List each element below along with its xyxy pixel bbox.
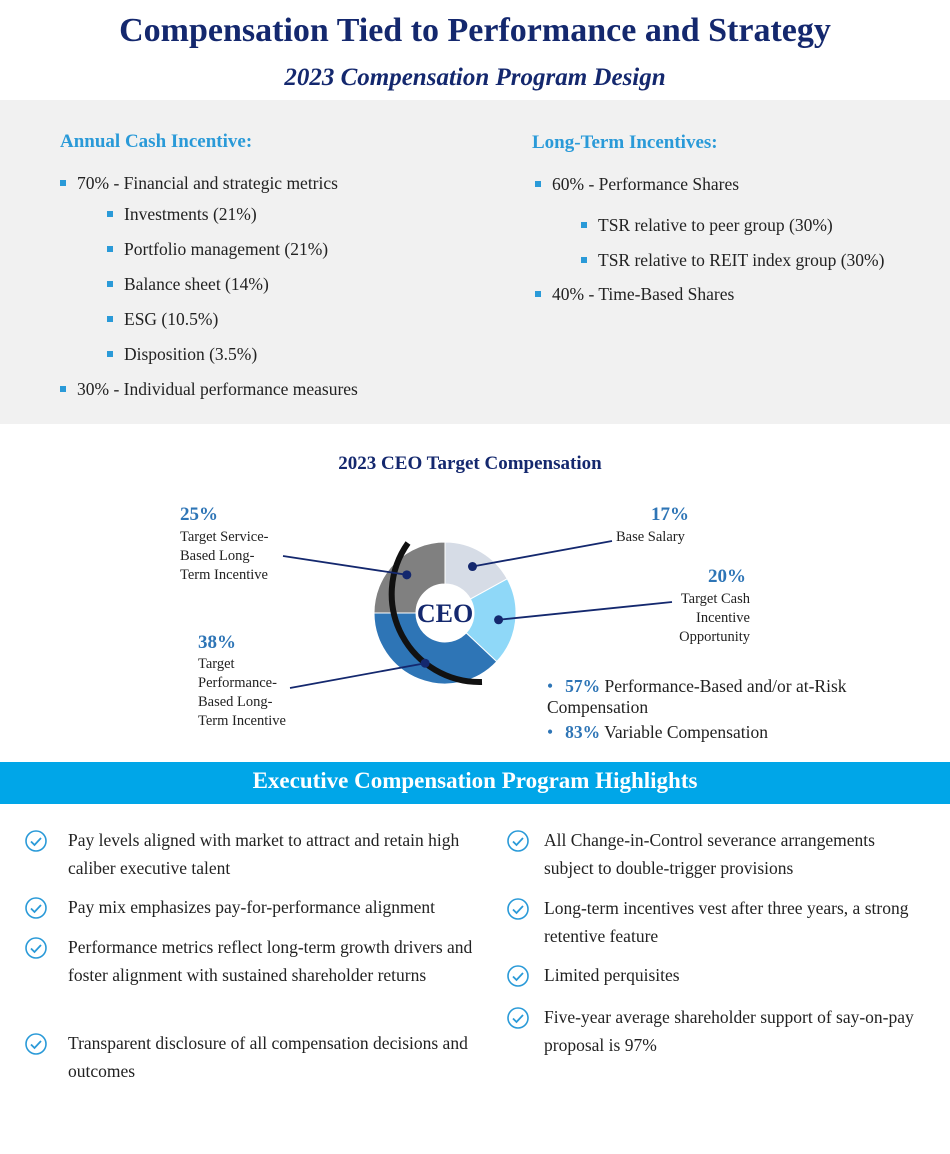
highlights-title: Executive Compensation Program Highlights: [252, 768, 698, 793]
slice-label-performance-based: Target Performance- Based Long- Term Incentive: [198, 656, 286, 729]
leader-line-1: [499, 602, 672, 620]
slice-pct-base-salary: 17%: [651, 504, 689, 525]
leader-line-0: [472, 541, 612, 567]
bullet-subitem: Balance sheet (14%): [107, 274, 269, 295]
square-bullet-icon: [107, 246, 113, 252]
highlight-item: Limited perquisites: [544, 965, 680, 985]
slice-pct-service-based: 25%: [180, 504, 218, 525]
slice-label-cash-incentive: Target Cash Incentive Opportunity: [679, 591, 750, 645]
checkmark-circle-icon: [507, 1007, 529, 1029]
checkmark-circle-icon: [25, 897, 47, 919]
page-title: Compensation Tied to Performance and Strategy: [119, 12, 831, 49]
checkmark-circle-icon: [25, 830, 47, 852]
square-bullet-icon: [107, 351, 113, 357]
highlight-item: Performance metrics reflect long-term growth drivers and foster alignment with sustained shareholder returns: [68, 937, 473, 985]
slice-label-service-based: Target Service- Based Long- Term Incentive: [180, 529, 269, 583]
leader-dot-2: [421, 659, 430, 668]
highlight-item: Five-year average shareholder support of say-on-pay proposal is 97%: [544, 1007, 914, 1055]
highlight-item: Pay levels aligned with market to attract and retain high caliber executive talent: [68, 830, 460, 878]
ceo-chart-title: 2023 CEO Target Compensation: [338, 453, 602, 474]
long-term-incentives-heading: Long-Term Incentives:: [532, 132, 718, 153]
slice-pct-cash-incentive: 20%: [708, 566, 746, 587]
square-bullet-icon: [581, 257, 587, 263]
program-design-panel: [0, 100, 950, 424]
bullet-item: 60% - Performance Shares: [535, 174, 739, 195]
bullet-subitem: TSR relative to peer group (30%): [581, 215, 833, 236]
bullet-subitem: Disposition (3.5%): [107, 344, 257, 365]
stat-variable-comp: • 83% Variable Compensation: [547, 722, 768, 742]
square-bullet-icon: [60, 180, 66, 186]
square-bullet-icon: [107, 316, 113, 322]
bullet-dot-icon: •: [547, 722, 554, 742]
stat-performance-based: • 57% Performance-Based and/or at-Risk Compensation: [547, 676, 847, 717]
bullet-subitem: TSR relative to REIT index group (30%): [581, 250, 884, 271]
checkmark-circle-icon: [507, 965, 529, 987]
highlight-item: Pay mix emphasizes pay-for-performance alignment: [68, 897, 436, 917]
square-bullet-icon: [581, 222, 587, 228]
leader-dot-3: [402, 570, 411, 579]
bullet-item: 40% - Time-Based Shares: [535, 284, 734, 305]
square-bullet-icon: [107, 211, 113, 217]
bullet-item: 30% - Individual performance measures: [60, 379, 358, 400]
bullet-item: 70% - Financial and strategic metrics: [60, 173, 338, 194]
square-bullet-icon: [535, 181, 541, 187]
slice-pct-performance-based: 38%: [198, 632, 236, 653]
slice-label-base-salary: Base Salary: [616, 529, 685, 545]
checkmark-circle-icon: [507, 898, 529, 920]
leader-line-2: [290, 663, 425, 688]
leader-dot-0: [468, 562, 477, 571]
annual-cash-incentive-heading: Annual Cash Incentive:: [60, 131, 253, 152]
checkmark-circle-icon: [25, 1033, 47, 1055]
bullet-subitem: ESG (10.5%): [107, 309, 218, 330]
highlight-item: All Change-in-Control severance arrangements subject to double-trigger provisions: [544, 830, 875, 878]
highlight-item: Transparent disclosure of all compensation decisions and outcomes: [68, 1033, 468, 1081]
chart-center-label: CEO: [416, 599, 474, 628]
bullet-subitem: Investments (21%): [107, 204, 257, 225]
bullet-subitem: Portfolio management (21%): [107, 239, 328, 260]
highlight-item: Long-term incentives vest after three years, a strong retentive feature: [544, 898, 909, 946]
leader-line-3: [283, 556, 407, 575]
square-bullet-icon: [60, 386, 66, 392]
square-bullet-icon: [535, 291, 541, 297]
page-subtitle: 2023 Compensation Program Design: [284, 64, 666, 91]
checkmark-circle-icon: [25, 937, 47, 959]
checkmark-circle-icon: [507, 830, 529, 852]
leader-dot-1: [494, 615, 503, 624]
bullet-dot-icon: •: [547, 676, 554, 696]
square-bullet-icon: [107, 281, 113, 287]
